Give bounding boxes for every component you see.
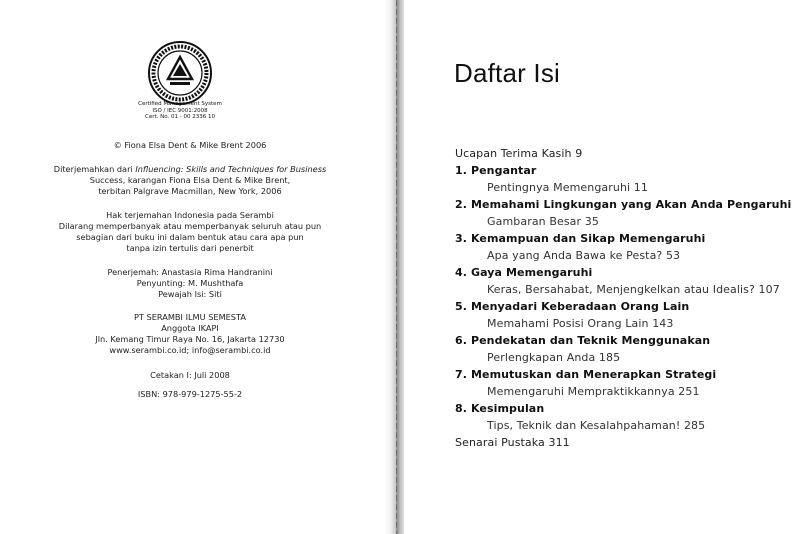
rights-line-2: Dilarang memperbanyak atau memperbanyak seluruh atau pun <box>58 221 322 231</box>
toc-subentry[interactable]: Apa yang Anda Bawa ke Pesta? 53 <box>487 249 681 262</box>
toc-chapter[interactable]: 6. Pendekatan dan Teknik Menggunakan <box>455 334 711 347</box>
staff-credits <box>20 267 360 300</box>
translation-line-1 <box>20 164 360 175</box>
toc-entry[interactable]: Senarai Pustaka 311 <box>455 436 570 449</box>
translator-line: Penerjemah: Anastasia Rima Handranini <box>107 267 273 277</box>
certification-seal-icon <box>147 40 213 106</box>
cert-line-1: Certified Management System <box>138 101 222 107</box>
publisher-info <box>20 312 360 356</box>
translation-line-3: terbitan Palgrave Macmillan, New York, 2006 <box>98 186 282 196</box>
rights-line-1: Hak terjemahan Indonesia pada Serambi <box>106 210 274 220</box>
translation-prefix: Diterjemahkan dari <box>53 164 136 174</box>
toc-subentry[interactable]: Memahami Posisi Orang Lain 143 <box>487 317 674 330</box>
publisher-member: Anggota IKAPI <box>161 323 219 333</box>
toc-chapter[interactable]: 5. Menyadari Keberadaan Orang Lain <box>455 300 690 313</box>
copyright-notice <box>20 140 360 151</box>
isbn-info <box>20 389 360 400</box>
toc-list <box>455 145 800 451</box>
table-of-contents-page <box>404 0 808 534</box>
rights-line-3: sebagian dari buku ini dalam bentuk atau cara apa pun <box>76 232 304 242</box>
copyright-line: © Fiona Elsa Dent & Mike Brent 2006 <box>113 140 267 150</box>
toc-chapter[interactable]: 4. Gaya Memengaruhi <box>455 266 593 279</box>
publisher-address: Jln. Kemang Timur Raya No. 16, Jakarta 12730 <box>95 334 285 344</box>
toc-chapter[interactable]: 2. Memahami Lingkungan yang Akan Anda Pengaruhi <box>455 198 792 211</box>
cert-line-3: Cert. No. 01 - 00 2336 10 <box>145 114 215 120</box>
printing-info <box>20 370 360 381</box>
certification-caption <box>110 101 250 121</box>
binding-stitch <box>396 0 397 534</box>
toc-subentry[interactable]: Memengaruhi Mempraktikkannya 251 <box>487 385 700 398</box>
publisher-name: PT SERAMBI ILMU SEMESTA <box>134 312 246 322</box>
original-title: Influencing: Skills and Techniques for Business <box>135 164 327 174</box>
rights-line-4: tanpa izin tertulis dari penerbit <box>126 243 254 253</box>
toc-chapter[interactable]: 8. Kesimpulan <box>455 402 545 415</box>
rights-note <box>20 210 360 254</box>
publisher-web: www.serambi.co.id; info@serambi.co.id <box>109 345 271 355</box>
editor-line: Penyunting: M. Mushthafa <box>136 278 244 288</box>
toc-entry[interactable]: Ucapan Terima Kasih 9 <box>455 147 583 160</box>
toc-subentry[interactable]: Keras, Bersahabat, Menjengkelkan atau Idealis? 107 <box>487 283 780 296</box>
toc-subentry[interactable]: Perlengkapan Anda 185 <box>487 351 621 364</box>
toc-title: Daftar Isi <box>454 58 561 88</box>
toc-subentry[interactable]: Gambaran Besar 35 <box>487 215 599 228</box>
printing-line: Cetakan I: Juli 2008 <box>150 370 230 380</box>
toc-chapter[interactable]: 7. Memutuskan dan Menerapkan Strategi <box>455 368 717 381</box>
layout-line: Pewajah Isi: Siti <box>158 289 222 299</box>
cert-line-2: ISO / IEC 9001:2008 <box>152 107 208 114</box>
toc-subentry[interactable]: Tips, Teknik dan Kesalahpahaman! 285 <box>487 419 706 432</box>
toc-chapter[interactable]: 3. Kemampuan dan Sikap Memengaruhi <box>455 232 706 245</box>
toc-subentry[interactable]: Pentingnya Memengaruhi 11 <box>487 181 648 194</box>
toc-chapter[interactable]: 1. Pengantar <box>455 164 537 177</box>
isbn-line: ISBN: 978-979-1275-55-2 <box>137 389 243 399</box>
copyright-page <box>0 0 395 534</box>
translation-line-2: Success, karangan Fiona Elsa Dent & Mike Brent, <box>89 175 291 185</box>
translation-note <box>20 164 360 197</box>
